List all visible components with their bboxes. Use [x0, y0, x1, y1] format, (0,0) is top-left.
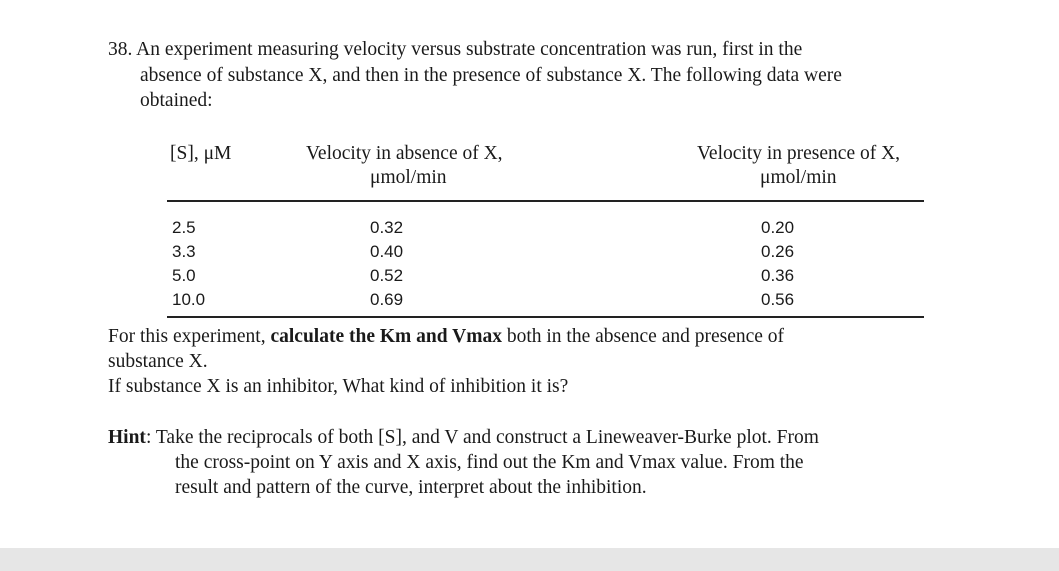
task-line-1 [108, 325, 784, 349]
header-substrate: [S], μM [170, 143, 232, 164]
cell-absence-row-3: 0.52 [370, 266, 404, 285]
bottom-gray-band [0, 548, 1059, 571]
header-presence-unit: μmol/min [760, 167, 837, 188]
task-line-2: substance X. [108, 351, 208, 372]
question-line-3: obtained: [140, 90, 213, 111]
task-line-1-pre: For this experiment, [108, 326, 271, 347]
cell-absence-row-2: 0.40 [370, 242, 404, 261]
hint-line-2: the cross-point on Y axis and X axis, find out the Km and Vmax value. From the [175, 452, 804, 473]
question-line-2: absence of substance X, and then in the presence of substance X. The following data were [140, 65, 842, 86]
hint-line-3: result and pattern of the curve, interpret about the inhibition. [175, 477, 647, 498]
table-top-rule [167, 200, 924, 202]
task-line-1-post: both in the absence and presence of [501, 326, 785, 347]
hint-label: Hint [108, 427, 146, 448]
header-absence-title: Velocity in absence of X, [306, 143, 503, 164]
cell-absence-row-1: 0.32 [370, 218, 404, 237]
hint-line-1-text: : Take the reciprocals of both [S], and V and construct a Lineweaver-Burke plot. From [145, 427, 819, 448]
cell-absence-row-4: 0.69 [370, 290, 404, 309]
table-bottom-rule [167, 316, 924, 318]
cell-presence-row-1: 0.20 [761, 218, 795, 237]
question-line-1: 38. An experiment measuring velocity versus substrate concentration was run, first in the [108, 39, 803, 60]
cell-presence-row-2: 0.26 [761, 242, 795, 261]
cell-s-row-3: 5.0 [172, 266, 196, 285]
task-line-1-bold: calculate the Km and Vmax [270, 326, 502, 347]
hint-line-1 [108, 426, 819, 450]
header-presence-title: Velocity in presence of X, [697, 143, 901, 164]
cell-s-row-4: 10.0 [172, 290, 206, 309]
task-line-3: If substance X is an inhibitor, What kind of inhibition it is? [108, 376, 569, 397]
header-absence-unit: μmol/min [370, 167, 447, 188]
cell-s-row-1: 2.5 [172, 218, 196, 237]
cell-presence-row-4: 0.56 [761, 290, 795, 309]
cell-presence-row-3: 0.36 [761, 266, 795, 285]
cell-s-row-2: 3.3 [172, 242, 196, 261]
